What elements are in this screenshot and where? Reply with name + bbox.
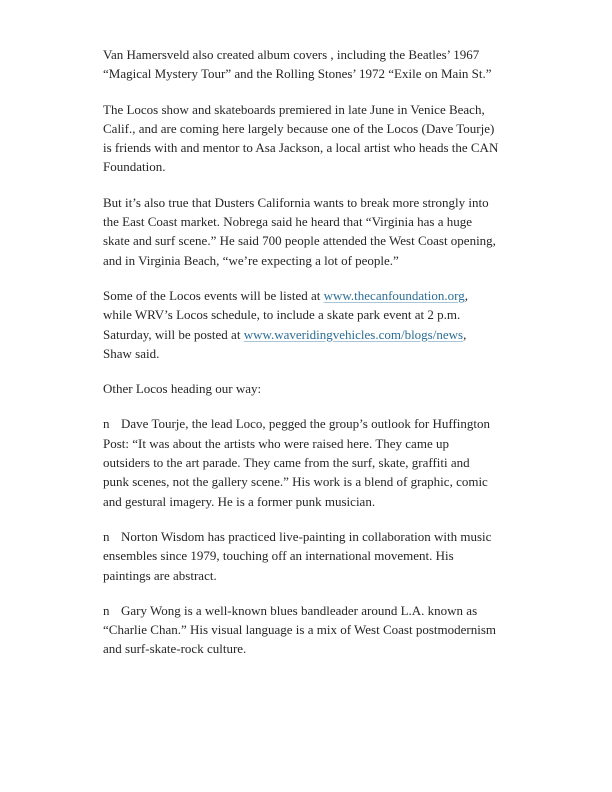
text-run: Foundation.	[103, 159, 166, 175]
text-line	[103, 64, 543, 83]
text-line	[103, 251, 543, 270]
paragraph-album-covers	[103, 45, 543, 84]
paragraph-norton-wisdom	[103, 527, 543, 585]
text-run: paintings are abstract.	[103, 567, 217, 583]
list-bullet: n	[103, 602, 110, 618]
list-bullet: n	[103, 416, 110, 432]
paragraph-gary-wong	[103, 601, 543, 659]
text-run: ,	[464, 287, 469, 303]
text-line	[103, 639, 543, 658]
text-line	[103, 231, 543, 250]
text-line	[103, 492, 543, 511]
text-line	[103, 212, 543, 231]
text-run: Some of the Locos events will be listed at	[103, 287, 324, 303]
text-line	[103, 453, 543, 472]
text-run: Gary Wong is a well-known blues bandleader around L.A. known as	[121, 602, 478, 618]
text-run: skate and surf scene.” He said 700 people attended the West Coast opening,	[103, 233, 496, 249]
text-run: punk scenes, not the gallery scene.” His work is a blend of graphic, comic	[103, 474, 488, 490]
text-run: Shaw said.	[103, 345, 160, 361]
text-run: and surf-skate-rock culture.	[103, 641, 247, 657]
text-line	[103, 601, 543, 620]
text-line	[103, 344, 543, 363]
text-run: Saturday, will be posted at	[103, 326, 244, 342]
text-line	[103, 119, 543, 138]
paragraph-other-locos-intro	[103, 379, 543, 398]
text-line	[103, 193, 543, 212]
text-run: Dave Tourje, the lead Loco, pegged the group’s outlook for Huffington	[121, 416, 491, 432]
text-run: Van Hamersveld also created album covers , including the Beatles’ 1967	[103, 47, 480, 62]
text-run: is friends with and mentor to Asa Jackson, a local artist who heads the CAN	[103, 140, 499, 156]
text-run: the East Coast market. Nobrega said he heard that “Virginia has a huge	[103, 214, 472, 230]
inline-link[interactable]: www.thecanfoundation.org	[323, 287, 465, 303]
text-run: Calif., and are coming here largely because one of the Locos (Dave Tourje)	[103, 120, 495, 136]
text-line	[103, 414, 543, 433]
text-line	[103, 472, 543, 491]
text-line	[103, 527, 543, 546]
text-line	[103, 138, 543, 157]
paragraph-dave-tourje	[103, 414, 543, 510]
text-run: “Charlie Chan.” His visual language is a mix of West Coast postmodernism	[103, 622, 496, 638]
paragraph-dusters-east-coast	[103, 193, 543, 270]
text-run: Norton Wisdom has practiced live-painting in collaboration with music	[121, 528, 492, 544]
text-run: outsiders to the art parade. They came from the surf, skate, graffiti and	[103, 455, 470, 471]
text-line	[103, 45, 543, 64]
text-line	[103, 157, 543, 176]
text-run: Other Locos heading our way:	[103, 381, 262, 397]
paragraph-locos-premiere	[103, 100, 543, 177]
article-body	[103, 45, 543, 675]
text-line	[103, 325, 543, 344]
text-line	[103, 379, 543, 398]
text-line	[103, 286, 543, 305]
text-line	[103, 305, 543, 324]
text-line	[103, 434, 543, 453]
text-run: But it’s also true that Dusters California wants to break more strongly into	[103, 194, 489, 210]
inline-link[interactable]: www.waveridingvehicles.com/blogs/news	[243, 326, 464, 342]
text-line	[103, 100, 543, 119]
paragraph-events-listings	[103, 286, 543, 363]
text-run: and gestural imagery. He is a former punk musician.	[103, 493, 376, 509]
text-run: ensembles since 1979, touching off an international movement. His	[103, 548, 454, 564]
text-run: and in Virginia Beach, “we’re expecting a lot of people.”	[103, 252, 399, 268]
text-run: ,	[463, 326, 467, 342]
text-line	[103, 566, 543, 585]
text-run: The Locos show and skateboards premiered in late June in Venice Beach,	[103, 101, 485, 117]
text-run: “Magical Mystery Tour” and the Rolling Stones’ 1972 “Exile on Main St.”	[103, 66, 492, 82]
text-line	[103, 620, 543, 639]
list-bullet: n	[103, 528, 110, 544]
text-run: while WRV’s Locos schedule, to include a skate park event at 2 p.m.	[103, 307, 461, 323]
text-run: Post: “It was about the artists who were raised here. They came up	[103, 435, 449, 451]
text-line	[103, 546, 543, 565]
